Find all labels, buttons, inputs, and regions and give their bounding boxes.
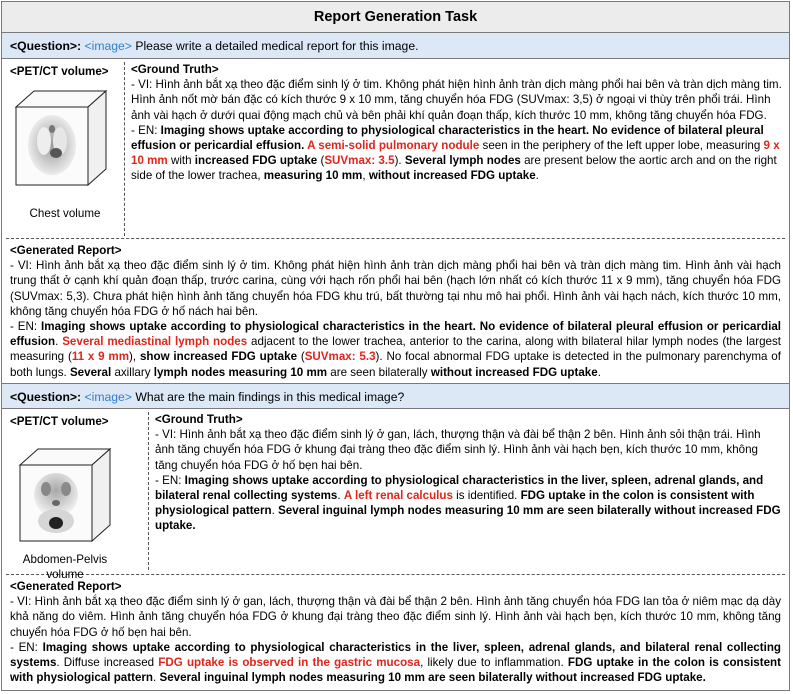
en-highlight: SUVmax: 3.5 xyxy=(324,154,395,168)
ground-truth-block xyxy=(148,412,783,570)
image-tag: <image> xyxy=(84,390,132,404)
ground-truth-vi: - VI: Hình ảnh bắt xạ theo đặc điểm sinh lý ở gan, lách, thượng thận và đài bể thận 2 bên. Hình ảnh sỏi thận trái. Hình ảnh tăng chuyển hóa FDG ở khung đại tràng theo đặc điểm sinh lý. Hình ảnh vài hạch bẹn, kích thước 10 mm, không tăng chuyển hóa FDG ở hố bẹn hai bên. xyxy=(155,428,761,472)
ground-truth-en xyxy=(131,123,783,184)
volume-label: <PET/CT volume> xyxy=(10,65,109,78)
en-text: - EN: xyxy=(155,473,185,487)
en-text: - EN: xyxy=(10,640,43,654)
en-bold: Imaging shows uptake according to physiological characteristics in the liver, spleen, adrenal glands, and bilateral renal collecting systems xyxy=(10,640,781,670)
en-text: adjacent to the lower trachea, anterior to the carina, along with bilateral hilar lymph nodes (the largest measuring ( xyxy=(10,335,781,364)
en-text: - EN: xyxy=(10,320,42,334)
en-text: ). xyxy=(394,154,405,168)
ground-truth-vi: - VI: Hình ảnh bắt xạ theo đặc điểm sinh lý ở tim. Không phát hiện hình ảnh tràn dịch màng phổi hai bên và tràn dịch màng tim. Hình ảnh nốt mờ bán đặc có kích thước 9 x 10 mm, tăng chuyển hóa FDG (SUVmax: 3,5) ở ngoại vi thùy trên phổi trái. Hình ảnh vài hạch ở dưới quai động mạch chủ và bên phải khí quản đoạn thấp, kích thước 10 mm, không tăng chuyển hóa FDG. xyxy=(131,78,782,122)
en-bold: lymph nodes measuring 10 mm xyxy=(153,365,328,379)
en-bold: Imaging shows uptake according to physiological characteristics in the liver, spleen, adrenal glands, and bilateral renal collecting systems xyxy=(155,473,764,503)
question-label: <Question>: xyxy=(10,39,82,53)
en-text: . xyxy=(271,504,279,518)
en-bold: Several inguinal lymph nodes measuring 10 mm are seen bilaterally without increased FDG uptake. xyxy=(159,671,706,685)
en-text: . xyxy=(337,489,344,503)
question-label: <Question>: xyxy=(10,390,82,404)
en-highlight: 11 x 9 mm xyxy=(71,350,130,364)
en-text: seen in the periphery of the left upper lobe, measuring xyxy=(479,139,764,153)
en-bold: measuring 10 mm xyxy=(263,169,363,183)
generated-report-header: <Generated Report> xyxy=(10,580,122,593)
en-bold: Several lymph nodes xyxy=(404,154,521,168)
en-text: are present below the aortic arch and on the right side of the lower trachea, xyxy=(131,154,777,183)
en-text: is identified. xyxy=(452,489,521,503)
en-text: ), xyxy=(129,350,140,364)
en-text: , xyxy=(362,169,369,183)
en-highlight: Several mediastinal lymph nodes xyxy=(62,335,248,349)
ground-truth-header: <Ground Truth> xyxy=(131,63,219,76)
question-1-bar xyxy=(2,33,789,59)
en-text: are seen bilaterally xyxy=(327,365,431,379)
en-text: . xyxy=(597,365,601,379)
question-text: What are the main findings in this medical image? xyxy=(131,390,405,404)
ground-truth-header: <Ground Truth> xyxy=(155,413,243,426)
en-bold: show increased FDG uptake xyxy=(139,350,298,364)
abdomen-pelvis-volume-image xyxy=(16,447,116,543)
generated-report-header: <Generated Report> xyxy=(10,244,122,257)
en-text: ( xyxy=(317,154,325,168)
q2-generated-report xyxy=(2,575,789,693)
en-bold: Imaging shows uptake according to physiological characteristics in the heart. No evidence of bilateral pleural effusion or pericardial effusion xyxy=(131,123,764,153)
en-bold: Several inguinal lymph nodes measuring 10 mm are seen bilaterally without increased FDG uptake. xyxy=(155,504,781,533)
en-bold: without increased FDG uptake xyxy=(430,365,598,379)
en-bold: FDG uptake in the colon is consistent with physiological pattern xyxy=(155,489,755,518)
report-generation-figure xyxy=(1,1,790,691)
en-text: ( xyxy=(297,350,305,364)
ground-truth-en xyxy=(155,473,783,534)
en-text: , likely due to inflammation. xyxy=(420,656,568,670)
q2-ground-truth-section xyxy=(2,409,789,582)
question-text: Please write a detailed medical report for this image. xyxy=(131,39,419,53)
en-highlight: SUVmax: 5.3 xyxy=(304,350,376,364)
generated-report-vi: - VI: Hình ảnh bắt xạ theo đặc điểm sinh lý ở gan, lách, thượng thận và đài bể thận 2 bên. Hình ảnh tăng chuyển hóa FDG lan tỏa ở niêm mạc dạ dày khả năng do viêm. Hình ảnh tăng chuyển hóa FDG ở khung đại tràng theo đặc điểm sinh lý. Hình ảnh vài hạch bẹn, kích thước 10 mm, không tăng chuyển hóa FDG ở hố bẹn hai bên. xyxy=(10,595,781,639)
generated-report-en xyxy=(10,319,781,380)
en-bold: increased FDG uptake xyxy=(194,154,318,168)
en-text: ). No focal abnormal FDG uptake is detected in the pulmonary parenchyma of both lungs. xyxy=(10,350,781,379)
en-bold: without increased FDG uptake xyxy=(368,169,536,183)
q1-ground-truth-section xyxy=(2,59,789,238)
ground-truth-block xyxy=(124,62,783,236)
chest-volume-image xyxy=(12,89,112,187)
figure-title: Report Generation Task xyxy=(2,2,789,33)
volume-name: Abdomen-Pelvis volume xyxy=(22,553,108,582)
en-highlight: 9 x 10 mm xyxy=(131,139,780,168)
en-highlight: A left renal calculus xyxy=(343,489,453,503)
en-text: - EN: xyxy=(131,123,161,137)
volume-name: Chest volume xyxy=(29,207,101,220)
en-bold: FDG uptake in the colon is consistent with physiological pattern xyxy=(10,656,781,685)
en-text: with xyxy=(167,154,195,168)
en-highlight: A semi-solid pulmonary nodule xyxy=(307,139,480,153)
en-text: . Diffuse increased xyxy=(56,656,159,670)
image-tag: <image> xyxy=(84,39,132,53)
en-text: . xyxy=(55,335,63,349)
en-bold: Several xyxy=(69,365,112,379)
en-text: . xyxy=(535,169,539,183)
en-text: . xyxy=(301,139,308,153)
q1-generated-report xyxy=(2,239,789,383)
en-bold: Imaging shows uptake according to physiological characteristics in the heart. No evidence of bilateral pleural effusion or pericardial effusion xyxy=(10,320,781,349)
generated-report-en xyxy=(10,640,781,686)
generated-report-vi: - VI: Hình ảnh bắt xạ theo đặc điểm sinh lý ở tim. Không phát hiện hình ảnh tràn dịch màng phổi hai bên và tràn dịch màng tim. Hình ảnh vài hạch trung thất ở cạnh khí quản đoạn thấp, trước carina, cùng với hạch rốn phổi hai bên (hạch lớn nhất có kích thước 11 x 9 mm), tăng chuyển hóa FDG (SUVmax: 5,3). Chưa phát hiện hình ảnh tăng chuyển hóa FDG khu trú, bất thường tại nhu mô hai phổi. Hình ảnh vài hạch nách, kích thước 10 mm, không tăng chuyển hóa FDG ở hố nách hai bên. xyxy=(10,259,781,318)
en-text: . xyxy=(153,671,160,685)
en-text: axillary xyxy=(111,365,154,379)
en-highlight: FDG uptake is observed in the gastric mucosa xyxy=(158,656,421,670)
volume-label: <PET/CT volume> xyxy=(10,415,109,428)
question-2-bar xyxy=(2,383,789,409)
